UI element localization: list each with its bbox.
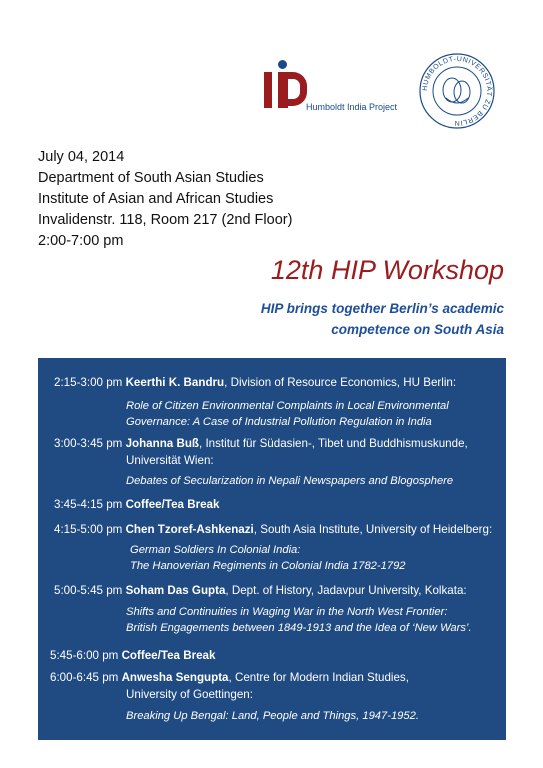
- program-talk-line-1: Role of Citizen Environmental Complaints in Local Environmental: [126, 400, 449, 412]
- program-item: [54, 498, 219, 511]
- logo-bowl-p: [288, 72, 307, 106]
- program-affiliation: , Division of Resource Economics, HU Berlin:: [224, 376, 457, 389]
- program-talk-line-2: Governance: A Case of Industrial Pollution Regulation in India: [126, 416, 432, 428]
- logo-dot: [278, 60, 287, 69]
- program-time: 2:15-3:00 pm: [54, 376, 123, 389]
- program-speaker: Soham Das Gupta: [125, 584, 226, 597]
- program-break: Coffee/Tea Break: [121, 649, 216, 662]
- program-item: [54, 523, 492, 536]
- program-talk-line-2: British Engagements between 1849-1913 and the Idea of ‘New Wars’.: [126, 622, 472, 634]
- program-talk: [126, 398, 449, 430]
- program-talk: [126, 473, 453, 489]
- program-panel: [38, 358, 506, 740]
- program-talk: [126, 604, 472, 636]
- university-seal: [418, 52, 496, 130]
- program-item: [50, 671, 409, 684]
- event-info: [38, 147, 292, 252]
- program-talk-line-1: Breaking Up Bengal: Land, People and Things, 1947-1952.: [126, 710, 419, 722]
- program-talk-line-1: Shifts and Continuities in Waging War in the North West Frontier:: [126, 606, 448, 618]
- program-time: 3:00-3:45 pm: [54, 437, 123, 450]
- program-talk-line-1: Debates of Secularization in Nepali Newspapers and Blogosphere: [126, 475, 454, 487]
- program-time: 5:45-6:00 pm: [50, 649, 119, 662]
- subtitle-line-2: competence on South Asia: [331, 322, 504, 337]
- program-speaker: Keerthi K. Bandru: [125, 376, 225, 389]
- logo-bar-p: [278, 72, 288, 108]
- program-speaker: Johanna Buß: [125, 437, 199, 450]
- program-affiliation: , South Asia Institute, University of Heidelberg:: [253, 523, 493, 536]
- program-item: [54, 584, 467, 597]
- event-date: July 04, 2014: [38, 149, 125, 165]
- program-speaker: Anwesha Sengupta: [121, 671, 229, 684]
- program-talk-line-2: The Hanoverian Regiments in Colonial India 1782-1792: [130, 560, 406, 572]
- program-time: 3:45-4:15 pm: [54, 498, 123, 511]
- event-institute: Institute of Asian and African Studies: [38, 191, 274, 207]
- program-break: Coffee/Tea Break: [125, 498, 220, 511]
- program-affiliation: , Dept. of History, Jadavpur University, Kolkata:: [225, 584, 467, 597]
- logo-bar-i: [264, 72, 272, 108]
- event-department: Department of South Asian Studies: [38, 170, 264, 186]
- program-time: 6:00-6:45 pm: [50, 671, 119, 684]
- seal-ring-text: HUMBOLDT-UNIVERSITÄT ZU BERLIN: [421, 55, 493, 127]
- event-address: Invalidenstr. 118, Room 217 (2nd Floor): [38, 212, 293, 228]
- program-affiliation-cont: Universität Wien:: [126, 454, 214, 467]
- program-talk: [126, 708, 419, 724]
- logo-text: Humboldt India Project: [306, 102, 398, 112]
- subtitle-line-1: HIP brings together Berlin’s academic: [260, 301, 504, 316]
- program-talk-line-1: German Soldiers In Colonial India:: [130, 544, 301, 556]
- program-item: [54, 376, 456, 389]
- program-speaker: Chen Tzoref-Ashkenazi: [125, 523, 254, 536]
- page-title: 12th HIP Workshop: [270, 255, 504, 285]
- program-time: 5:00-5:45 pm: [54, 584, 123, 597]
- program-affiliation-cont: University of Goettingen:: [126, 688, 253, 701]
- program-affiliation: , Institut für Südasien-, Tibet und Buddhismuskunde,: [199, 437, 468, 450]
- subtitle: [204, 298, 504, 340]
- hip-logo: [264, 64, 404, 116]
- program-item: [50, 649, 215, 662]
- program-time: 4:15-5:00 pm: [54, 523, 123, 536]
- event-hours: 2:00-7:00 pm: [38, 233, 124, 249]
- program-talk: [130, 542, 406, 574]
- program-item: [54, 437, 468, 450]
- program-affiliation: , Centre for Modern Indian Studies,: [228, 671, 409, 684]
